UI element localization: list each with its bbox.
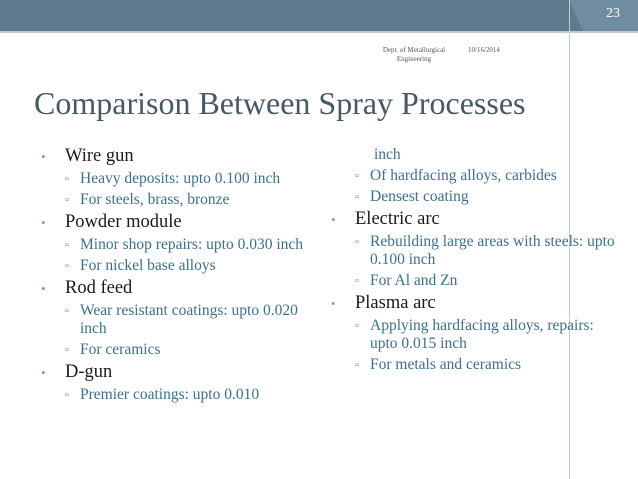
- sub-bullet-item: [38, 302, 328, 338]
- sub-bullet-square-icon: ▫: [65, 344, 69, 356]
- bullet-label: Wire gun: [65, 146, 134, 166]
- sub-bullet-text: For nickel base alloys: [80, 257, 216, 274]
- header-date: 10/16/2014: [468, 46, 500, 54]
- sub-bullet-item: [328, 167, 618, 185]
- top-bar: [0, 0, 638, 33]
- bullet-dot-icon: •: [331, 296, 336, 311]
- sub-bullet-square-icon: ▫: [65, 239, 69, 251]
- bullet-label: Rod feed: [65, 278, 133, 298]
- sub-bullet-square-icon: ▫: [65, 305, 69, 317]
- header-dept: Dept. of Metallurgical Engineering: [382, 46, 446, 63]
- sub-bullet-item: [328, 233, 618, 269]
- bullet-dot-icon: •: [41, 281, 46, 296]
- bullet-label: Plasma arc: [355, 293, 436, 313]
- sub-bullet-item: [38, 236, 328, 254]
- slide-number: 23: [606, 6, 620, 21]
- bullet-item: [38, 212, 328, 233]
- sub-bullet-square-icon: ▫: [355, 236, 359, 248]
- sub-bullet-text: For metals and ceramics: [370, 356, 522, 373]
- bullet-item: [328, 293, 618, 314]
- right-column: [328, 146, 618, 374]
- bullet-label: Powder module: [65, 212, 182, 232]
- sub-bullet-text: Applying hardfacing alloys, repairs: upto 0.015 inch: [370, 317, 594, 352]
- bullet-item: [38, 278, 328, 299]
- bullet-label: Electric arc: [355, 209, 440, 229]
- sub-bullet-square-icon: ▫: [65, 173, 69, 185]
- sub-bullet-item: [328, 356, 618, 374]
- sub-bullet-text: Heavy deposits: upto 0.100 inch: [80, 170, 281, 187]
- sub-bullet-text: Densest coating: [370, 188, 469, 205]
- top-bar-stripe: [0, 31, 638, 33]
- sub-bullet-square-icon: ▫: [65, 194, 69, 206]
- bullet-item: [328, 209, 618, 230]
- sub-bullet-text: Of hardfacing alloys, carbides: [370, 167, 557, 184]
- sub-bullet-item: [38, 257, 328, 275]
- continued-text: inch: [374, 146, 401, 163]
- tab-notch: [569, 0, 583, 31]
- bullet-dot-icon: •: [41, 149, 46, 164]
- sub-bullet-square-icon: ▫: [65, 260, 69, 272]
- sub-bullet-text: Minor shop repairs: upto 0.030 inch: [80, 236, 304, 253]
- sub-bullet-text: For steels, brass, bronze: [80, 191, 230, 208]
- sub-bullet-text: Wear resistant coatings: upto 0.020 inch: [80, 302, 298, 337]
- top-bar-band: [0, 0, 638, 31]
- bullet-dot-icon: •: [41, 365, 46, 380]
- sub-bullet-item: [38, 341, 328, 359]
- bullet-dot-icon: •: [41, 215, 46, 230]
- slide-title: Comparison Between Spray Processes: [34, 85, 526, 121]
- sub-bullet-item: [328, 317, 618, 353]
- sub-bullet-text: For Al and Zn: [370, 272, 458, 289]
- sub-bullet-item: [38, 191, 328, 209]
- bullet-item: [38, 146, 328, 167]
- sub-bullet-square-icon: ▫: [355, 170, 359, 182]
- sub-bullet-square-icon: ▫: [355, 191, 359, 203]
- sub-bullet-text: For ceramics: [80, 341, 161, 358]
- sub-bullet-text: Rebuilding large areas with steels: upto 0.100 inch: [370, 233, 615, 268]
- sub-bullet-item: [38, 386, 328, 404]
- left-column: [38, 146, 328, 404]
- sub-bullet-square-icon: ▫: [65, 389, 69, 401]
- sub-bullet-item: [328, 272, 618, 290]
- bullet-label: D-gun: [65, 362, 113, 382]
- bullet-dot-icon: •: [331, 212, 336, 227]
- sub-bullet-square-icon: ▫: [355, 320, 359, 332]
- sub-bullet-square-icon: ▫: [355, 359, 359, 371]
- bullet-item: [38, 362, 328, 383]
- sub-bullet-item: [38, 170, 328, 188]
- sub-bullet-item: [328, 188, 618, 206]
- sub-bullet-square-icon: ▫: [355, 275, 359, 287]
- sub-bullet-text: Premier coatings: upto 0.010: [80, 386, 260, 403]
